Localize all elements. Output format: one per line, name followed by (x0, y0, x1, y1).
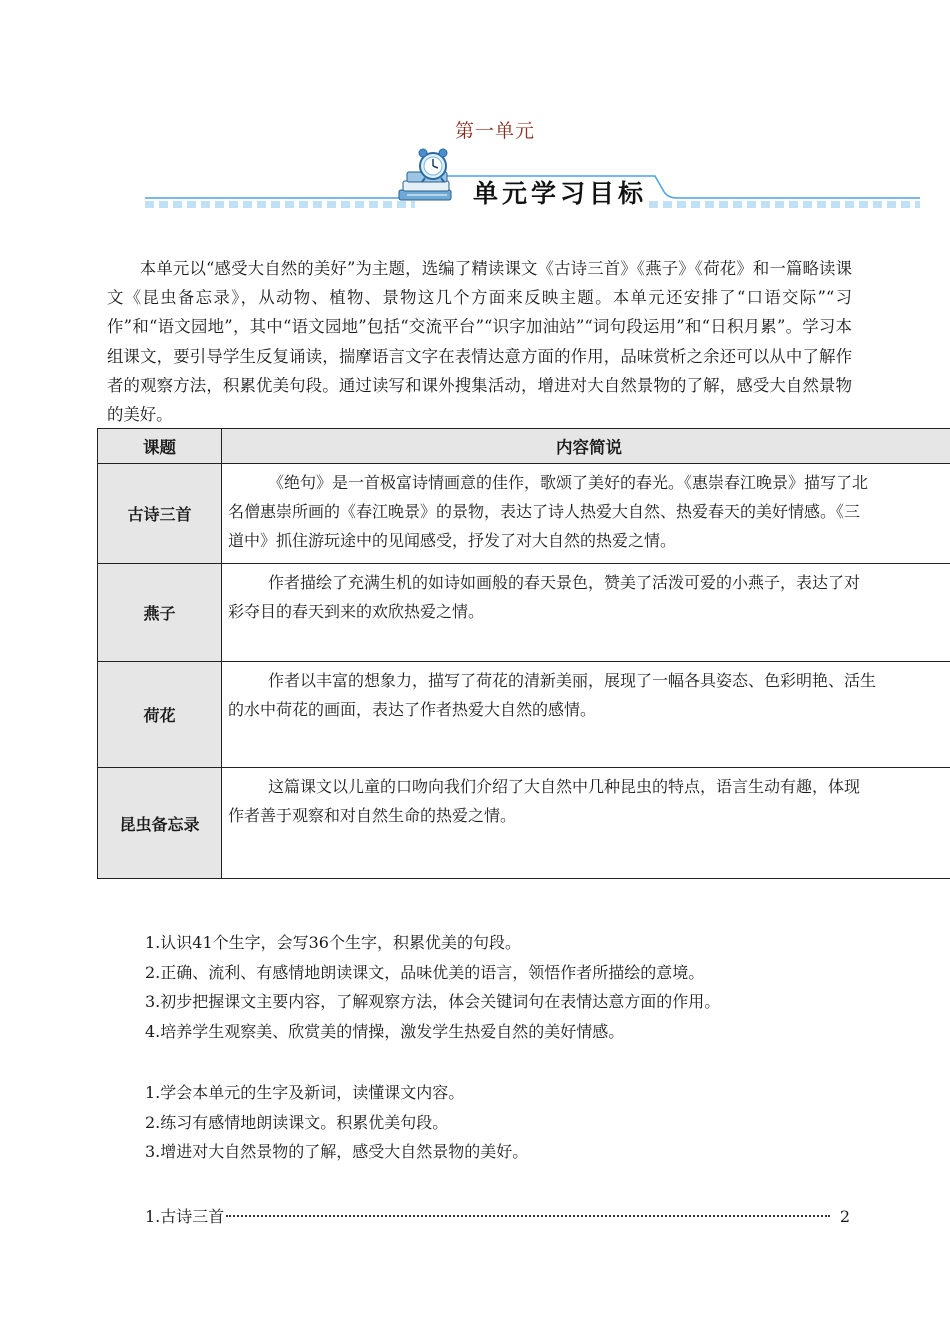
lesson-summary: 《绝句》是一首极富诗情画意的佳作，歌颂了美好的春光。《惠崇春江晚景》描写了北 名僧惠崇所画的《春江晚景》的景物，表达了诗人热爱大自然、热爱春天的美好情感。《三 道中》抓住游玩途中的见闻感受，抒发了对大自然的热爱之情。 (222, 464, 950, 564)
list-item: 3.初步把握课文主要内容，了解观察方法，体会关键词句在表情达意方面的作用。 (145, 992, 721, 1011)
list-item: 2.正确、流利、有感情地朗读课文，品味优美的语言，领悟作者所描绘的意境。 (145, 962, 705, 982)
toc-entry[interactable] (145, 1204, 850, 1227)
lesson-table (97, 428, 950, 879)
unit-title: 第一单元 (454, 120, 535, 142)
header-content-summary: 内容简说 (222, 429, 950, 464)
list-item: 4.培养学生观察美、欣赏美的情操，激发学生热爱自然的美好情感。 (145, 1021, 625, 1041)
lesson-title: 古诗三首 (98, 464, 222, 564)
toc-label: 1.古诗三首 (145, 1207, 225, 1226)
table-row (98, 464, 950, 564)
header-lesson-title: 课题 (98, 429, 222, 464)
teaching-goals-list (145, 928, 720, 1046)
table-row (98, 564, 950, 662)
lesson-title: 燕子 (98, 564, 222, 662)
list-item: 3.增进对大自然景物的了解，感受大自然景物的美好。 (145, 1142, 529, 1161)
lesson-summary: 这篇课文以儿童的口吻向我们介绍了大自然中几种昆虫的特点，语言生动有趣，体现 作者善于观察和对自然生命的热爱之情。 (222, 768, 950, 879)
lesson-title: 荷花 (98, 662, 222, 768)
table-row (98, 662, 950, 768)
lesson-summary: 作者描绘了充满生机的如诗如画般的春天景色，赞美了活泼可爱的小燕子，表达了对 彩夺目的春天到来的欢欣热爱之情。 (222, 564, 950, 662)
intro-paragraph: 本单元以“感受大自然的美好”为主题，选编了精读课文《古诗三首》《燕子》《荷花》和一篇略读课文《昆虫备忘录》，从动物、植物、景物这几个方面来反映主题。本单元还安排了“口语交际”“习作”和“语文园地”，其中“语文园地”包括“交流平台”“识字加油站”“词句段运用”和“日积月累”。学习本组课文，要引导学生反复诵读，揣摩语言文字在表情达意方面的作用，品味赏析之余还可以从中了解作者的观察方法，积累优美句段。通过读写和课外搜集活动，增进对大自然景物的了解，感受大自然景物的美好。 (107, 259, 853, 425)
list-item: 1.学会本单元的生字及新词，读懂课文内容。 (145, 1083, 465, 1102)
lesson-summary: 作者以丰富的想象力，描写了荷花的清新美丽，展现了一幅各具姿态、色彩明艳、活生 的水中荷花的画面，表达了作者热爱大自然的感情。 (222, 662, 950, 768)
list-item: 1.认识41个生字，会写36个生字，积累优美的句段。 (145, 933, 521, 952)
table-row (98, 768, 950, 879)
toc-page: 2 (839, 1207, 850, 1226)
lesson-title: 昆虫备忘录 (98, 768, 222, 879)
list-item: 2.练习有感情地朗读课文。积累优美句段。 (145, 1112, 449, 1132)
key-points-list (145, 1078, 528, 1167)
toc-leader (226, 1215, 830, 1217)
banner-title: 单元学习目标 (473, 179, 648, 208)
